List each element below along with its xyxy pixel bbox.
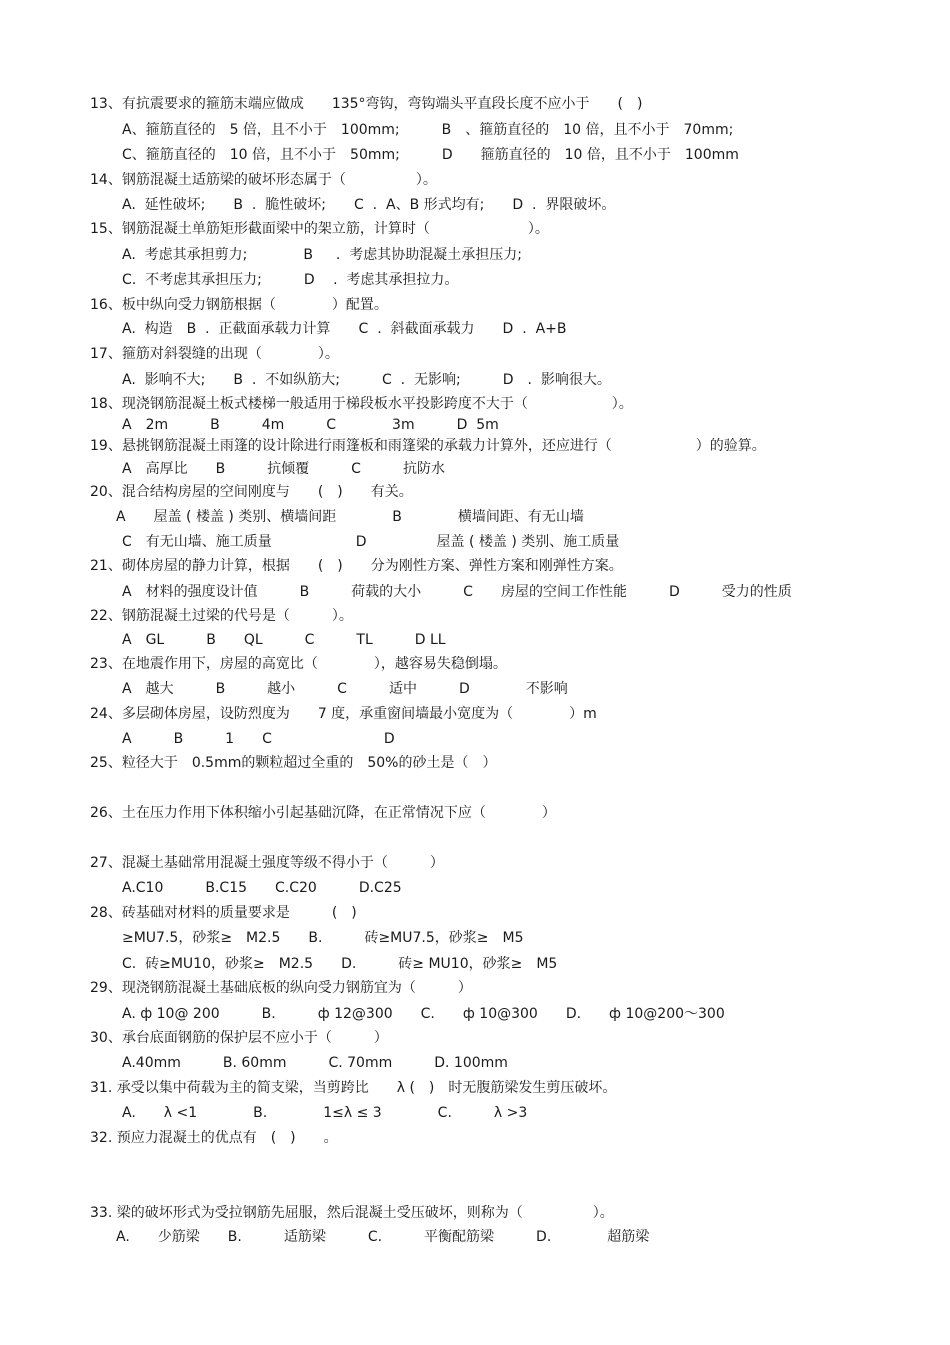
question-26: 26、土在压力作用下体积缩小引起基础沉降，在正常情况下应（ ） (90, 805, 556, 821)
question-20-options-ab: A 屋盖 ( 楼盖 ) 类别、横墙间距 B 横墙间距、有无山墙 (116, 509, 584, 525)
question-27-options: A.C10 B.C15 C.C20 D.C25 (122, 880, 402, 896)
question-15-options-cd: C. 不考虑其承担压力; D . 考虑其承担拉力。 (122, 272, 459, 288)
question-33-options: A. 少筋梁 B. 适筋梁 C. 平衡配筋梁 D. 超筋梁 (116, 1229, 650, 1245)
question-29-options: A. ф 10@ 200 B. ф 12@300 C. ф 10@300 D. ф 10@200～300 (122, 1006, 725, 1022)
question-16-options: A. 构造 B . 正截面承载力计算 C . 斜截面承载力 D . A+B (122, 321, 567, 337)
question-20-options-cd: C 有无山墙、施工质量 D 屋盖 ( 楼盖 ) 类别、施工质量 (122, 534, 620, 550)
question-28-options-cd: C. 砖≥MU10，砂浆≥ M2.5 D. 砖≥ MU10，砂浆≥ M5 (122, 956, 558, 972)
question-30: 30、承台底面钢筋的保护层不应小于（ ） (90, 1030, 388, 1046)
question-22: 22、钢筋混凝土过梁的代号是（ ）。 (90, 608, 353, 624)
question-32: 32. 预应力混凝土的优点有 ( ) 。 (90, 1130, 338, 1146)
question-14-options: A. 延性破坏; B . 脆性破坏; C . A、B 形式均有; D . 界限破坏。 (122, 197, 616, 213)
question-25: 25、粒径大于 0.5mm的颗粒超过全重的 50%的砂土是（ ） (90, 755, 497, 771)
question-29: 29、现浇钢筋混凝土基础底板的纵向受力钢筋宜为（ ） (90, 980, 472, 996)
question-19: 19、悬挑钢筋混凝土雨篷的设计除进行雨篷板和雨篷梁的承载力计算外，还应进行（ ）的验算。 (90, 438, 766, 454)
question-31: 31. 承受以集中荷载为主的简支梁，当剪跨比 λ ( ) 时无腹筋梁发生剪压破坏。 (90, 1080, 617, 1096)
question-13-options-cd: C、箍筋直径的 10 倍，且不小于 50mm; D 箍筋直径的 10 倍，且不小于 100mm (122, 147, 739, 163)
question-23: 23、在地震作用下，房屋的高宽比（ ），越容易失稳倒塌。 (90, 656, 507, 672)
question-15-options-ab: A. 考虑其承担剪力; B . 考虑其协助混凝土承担压力; (122, 247, 522, 263)
question-24-options: A B 1 C D (122, 731, 395, 747)
question-24: 24、多层砌体房屋，设防烈度为 7 度，承重窗间墙最小宽度为（ ）m (90, 706, 597, 722)
question-22-options: A GL B QL C TL D LL (122, 632, 446, 648)
question-17-options: A. 影响不大; B . 不如纵筋大; C . 无影响; D . 影响很大。 (122, 372, 611, 388)
question-15: 15、钢筋混凝土单筋矩形截面梁中的架立筋，计算时（ ）。 (90, 221, 549, 237)
question-27: 27、混凝土基础常用混凝土强度等级不得小于（ ） (90, 855, 444, 871)
question-21-options: A 材料的强度设计值 B 荷载的大小 C 房屋的空间工作性能 D 受力的性质 (122, 584, 792, 600)
question-16: 16、板中纵向受力钢筋根据（ ）配置。 (90, 297, 388, 313)
question-17: 17、箍筋对斜裂缝的出现（ ）。 (90, 346, 339, 362)
question-20: 20、混合结构房屋的空间刚度与 ( ) 有关。 (90, 484, 413, 500)
question-18: 18、现浇钢筋混凝土板式楼梯一般适用于梯段板水平投影跨度不大于（ ）。 (90, 396, 633, 412)
question-30-options: A.40mm B. 60mm C. 70mm D. 100mm (122, 1055, 508, 1071)
question-13-options-ab: A、箍筋直径的 5 倍，且不小于 100mm; B 、箍筋直径的 10 倍，且不小于 70mm; (122, 122, 734, 138)
question-33: 33. 梁的破坏形式为受拉钢筋先屈服，然后混凝土受压破坏，则称为（ ）。 (90, 1205, 614, 1221)
question-19-options: A 高厚比 B 抗倾覆 C 抗防水 (122, 461, 445, 477)
question-23-options: A 越大 B 越小 C 适中 D 不影响 (122, 681, 568, 697)
question-18-options: A 2m B 4m C 3m D 5m (122, 417, 499, 433)
question-14: 14、钢筋混凝土适筋梁的破坏形态属于（ ）。 (90, 172, 437, 188)
question-28-options-ab: ≥MU7.5，砂浆≥ M2.5 B. 砖≥MU7.5，砂浆≥ M5 (122, 930, 524, 946)
question-28: 28、砖基础对材料的质量要求是 ( ) (90, 905, 357, 921)
question-13: 13、有抗震要求的箍筋末端应做成 135°弯钩，弯钩端头平直段长度不应小于 ( ) (90, 96, 643, 112)
question-21: 21、砌体房屋的静力计算，根据 ( ) 分为刚性方案、弹性方案和刚弹性方案。 (90, 558, 623, 574)
question-31-options: A. λ <1 B. 1≤λ ≤ 3 C. λ >3 (122, 1105, 528, 1121)
